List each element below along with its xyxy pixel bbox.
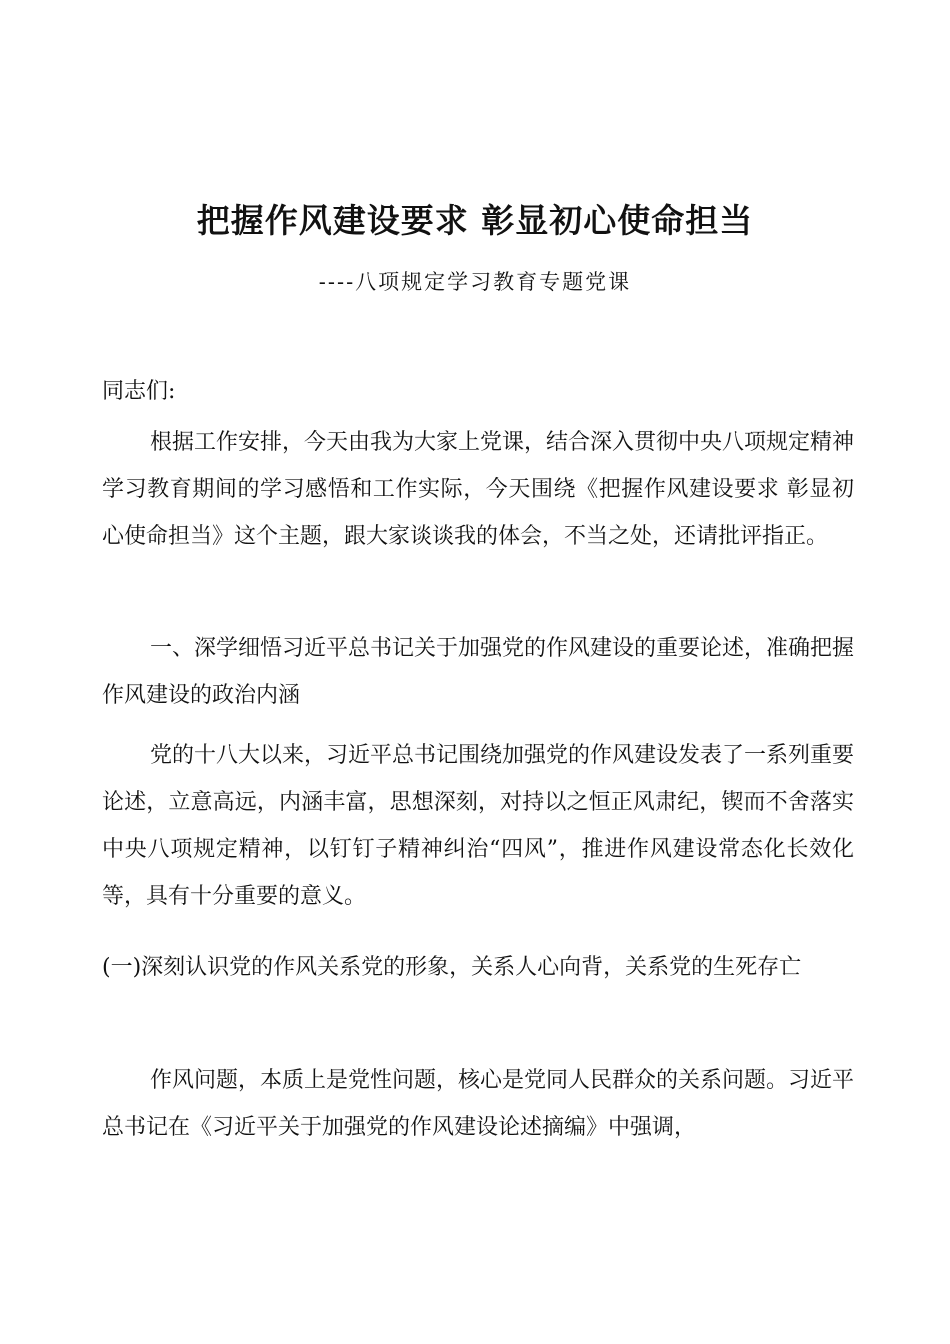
document-subtitle: ----八项规定学习教育专题党课 (318, 270, 632, 294)
document-title: 把握作风建设要求 彰显初心使命担当 (196, 201, 754, 240)
paragraph-subsection-1: 作风问题，本质上是党性问题，核心是党同人民群众的关系问题。习近平总书记在《习近平关于加强党的作风建设论述摘编》中强调， (102, 1068, 855, 1140)
paragraph-section-1: 党的十八大以来，习近平总书记围绕加强党的作风建设发表了一系列重要论述，立意高远，内涵丰富，思想深刻，对持以之恒正风肃纪，锲而不舍落实中央八项规定精神，以钉钉子精神纠治“四风”，推进作风建设常态化长效化等，具有十分重要的意义。 (102, 743, 855, 909)
paragraph-intro: 根据工作安排，今天由我为大家上党课，结合深入贯彻中央八项规定精神学习教育期间的学习感悟和工作实际，今天围绕《把握作风建设要求 彰显初心使命担当》这个主题，跟大家谈谈我的体会，不当之处，还请批评指正。 (102, 430, 855, 549)
section-heading-1: 一、深学细悟习近平总书记关于加强党的作风建设的重要论述，准确把握作风建设的政治内涵 (102, 636, 855, 708)
subsection-heading-1: (一)深刻认识党的作风关系党的形象，关系人心向背，关系党的生死存亡 (102, 955, 802, 980)
greeting: 同志们: (102, 379, 176, 404)
